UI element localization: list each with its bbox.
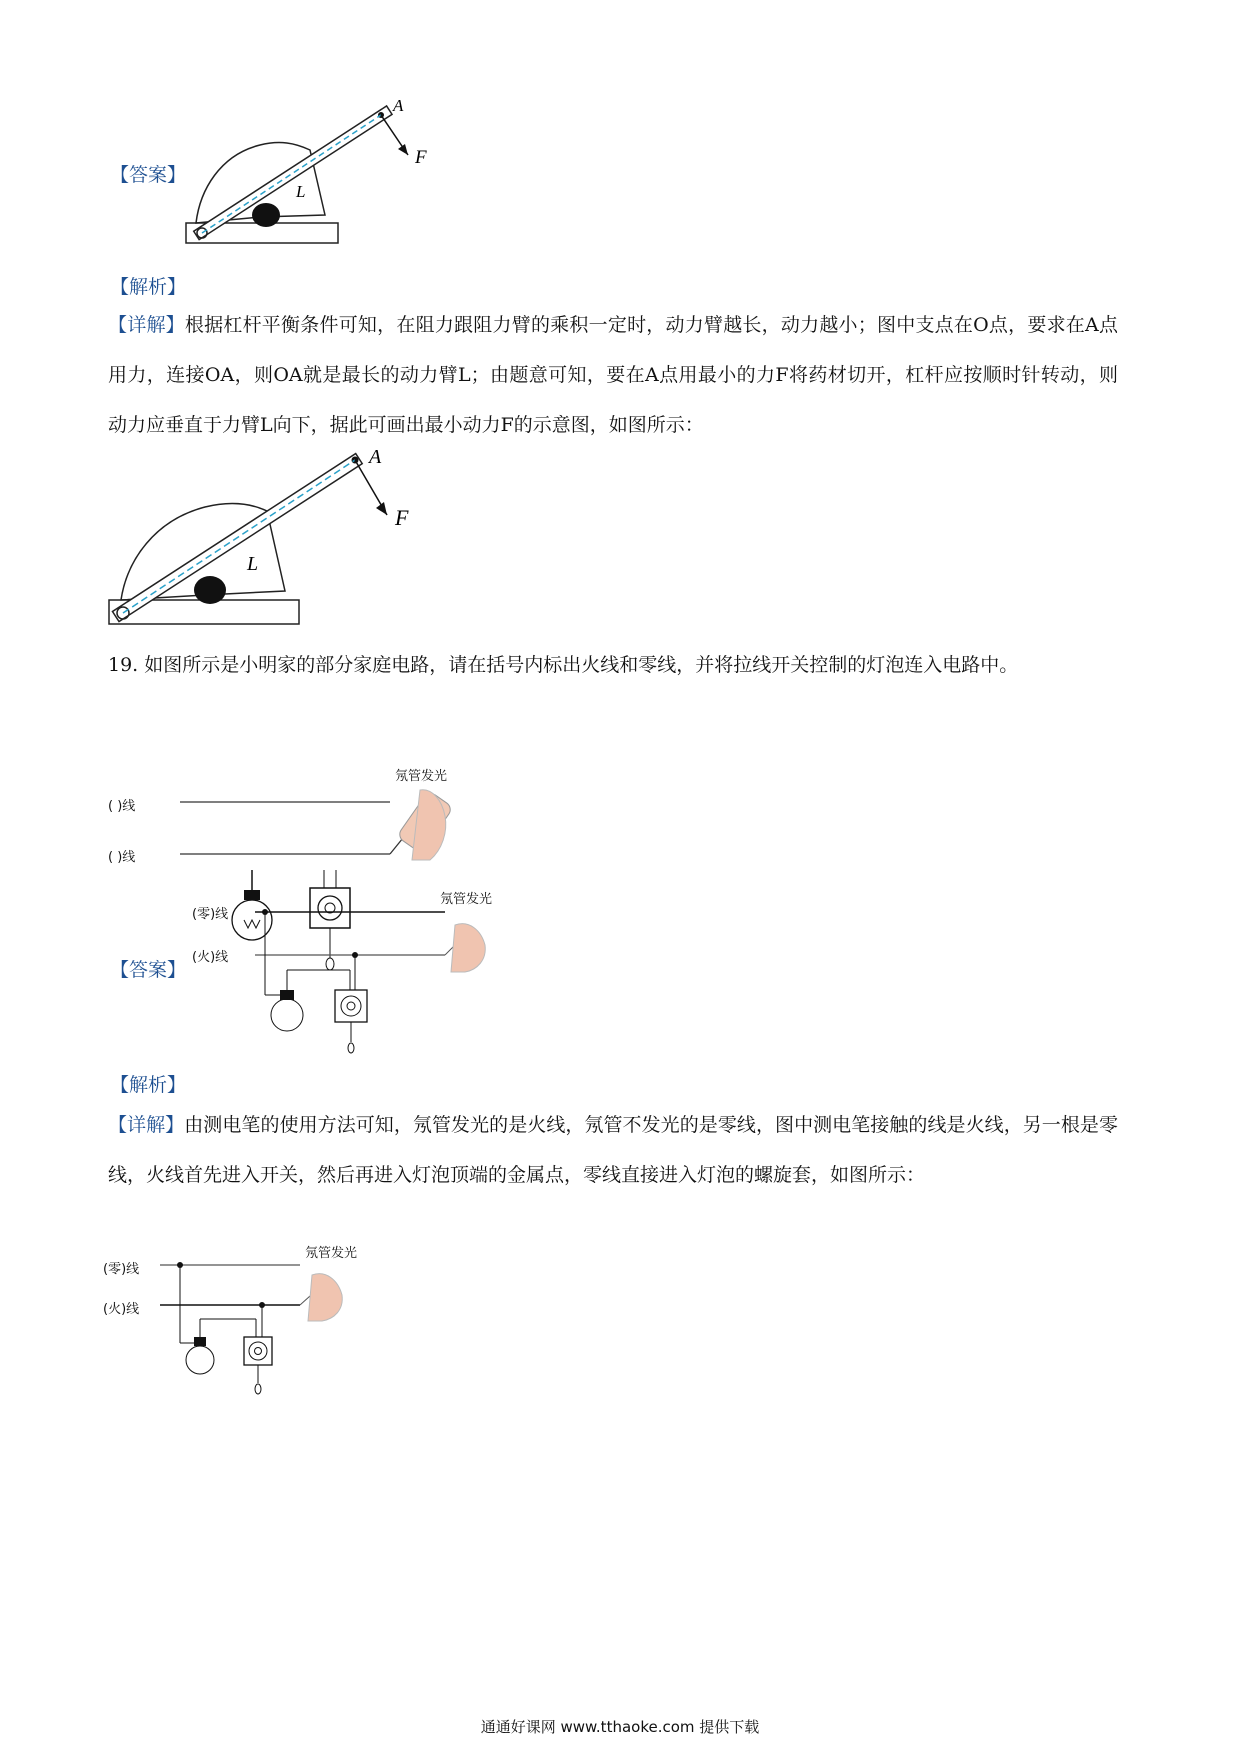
detail-label-2: 【详解】: [108, 1114, 185, 1136]
detail-line-1-label: (零)线: [103, 1262, 140, 1277]
circuit-figure-detail: [160, 1245, 390, 1415]
circuit-figure-answer: [255, 890, 525, 1090]
lever-figure-answer: [180, 95, 450, 255]
neon-label-a: 氖管发光: [440, 892, 493, 907]
answer-label-1: 【答案】: [110, 164, 187, 186]
detail-text-18: 根据杠杆平衡条件可知，在阻力跟阻力臂的乘积一定时，动力臂越长，动力越小；图中支点在O点，要求在A点用力，连接OA，则OA就是最长的动力臂L；由题意可知，要在A点用最小的力F将药材切开，杠杆应按顺时针转动，则动力应垂直于力臂L向下，据此可画出最小动力F的示意图，如图所示：: [108, 314, 1118, 436]
blank-line-2-label: ( )线: [108, 850, 136, 865]
detail-paragraph-18: [108, 300, 1118, 450]
answer-line-1-label: (零)线: [192, 907, 229, 922]
analysis-label-1: 【解析】: [110, 276, 187, 298]
neon-label-detail: 氖管发光: [305, 1246, 358, 1261]
label-L: L: [296, 182, 306, 201]
label-A: A: [393, 96, 404, 115]
detail-line-2-label: (火)线: [103, 1302, 140, 1317]
label-F: F: [415, 147, 427, 168]
lever-figure-detail: [105, 445, 435, 630]
page-footer: 通通好课网 www.tthaoke.com 提供下载: [480, 1718, 760, 1736]
question-19: 19. 如图所示是小明家的部分家庭电路，请在括号内标出火线和零线，并将拉线开关控制的灯泡连入电路中。: [108, 654, 1019, 676]
blank-line-1-label: ( )线: [108, 799, 136, 814]
label-L-detail: L: [247, 553, 259, 575]
detail-label-1: 【详解】: [108, 314, 185, 336]
label-A-detail: A: [369, 446, 382, 468]
neon-label-q: 氖管发光: [395, 769, 448, 784]
label-F-detail: F: [395, 505, 409, 530]
answer-line-2-label: (火)线: [192, 950, 229, 965]
detail-text-19: 由测电笔的使用方法可知，氖管发光的是火线，氖管不发光的是零线，图中测电笔接触的线是火线，另一根是零线，火线首先进入开关，然后再进入灯泡顶端的金属点，零线直接进入灯泡的螺旋套，如图所示：: [108, 1114, 1118, 1186]
detail-paragraph-19: [108, 1100, 1118, 1200]
analysis-label-2: 【解析】: [110, 1074, 187, 1096]
answer-label-2: 【答案】: [110, 959, 187, 981]
